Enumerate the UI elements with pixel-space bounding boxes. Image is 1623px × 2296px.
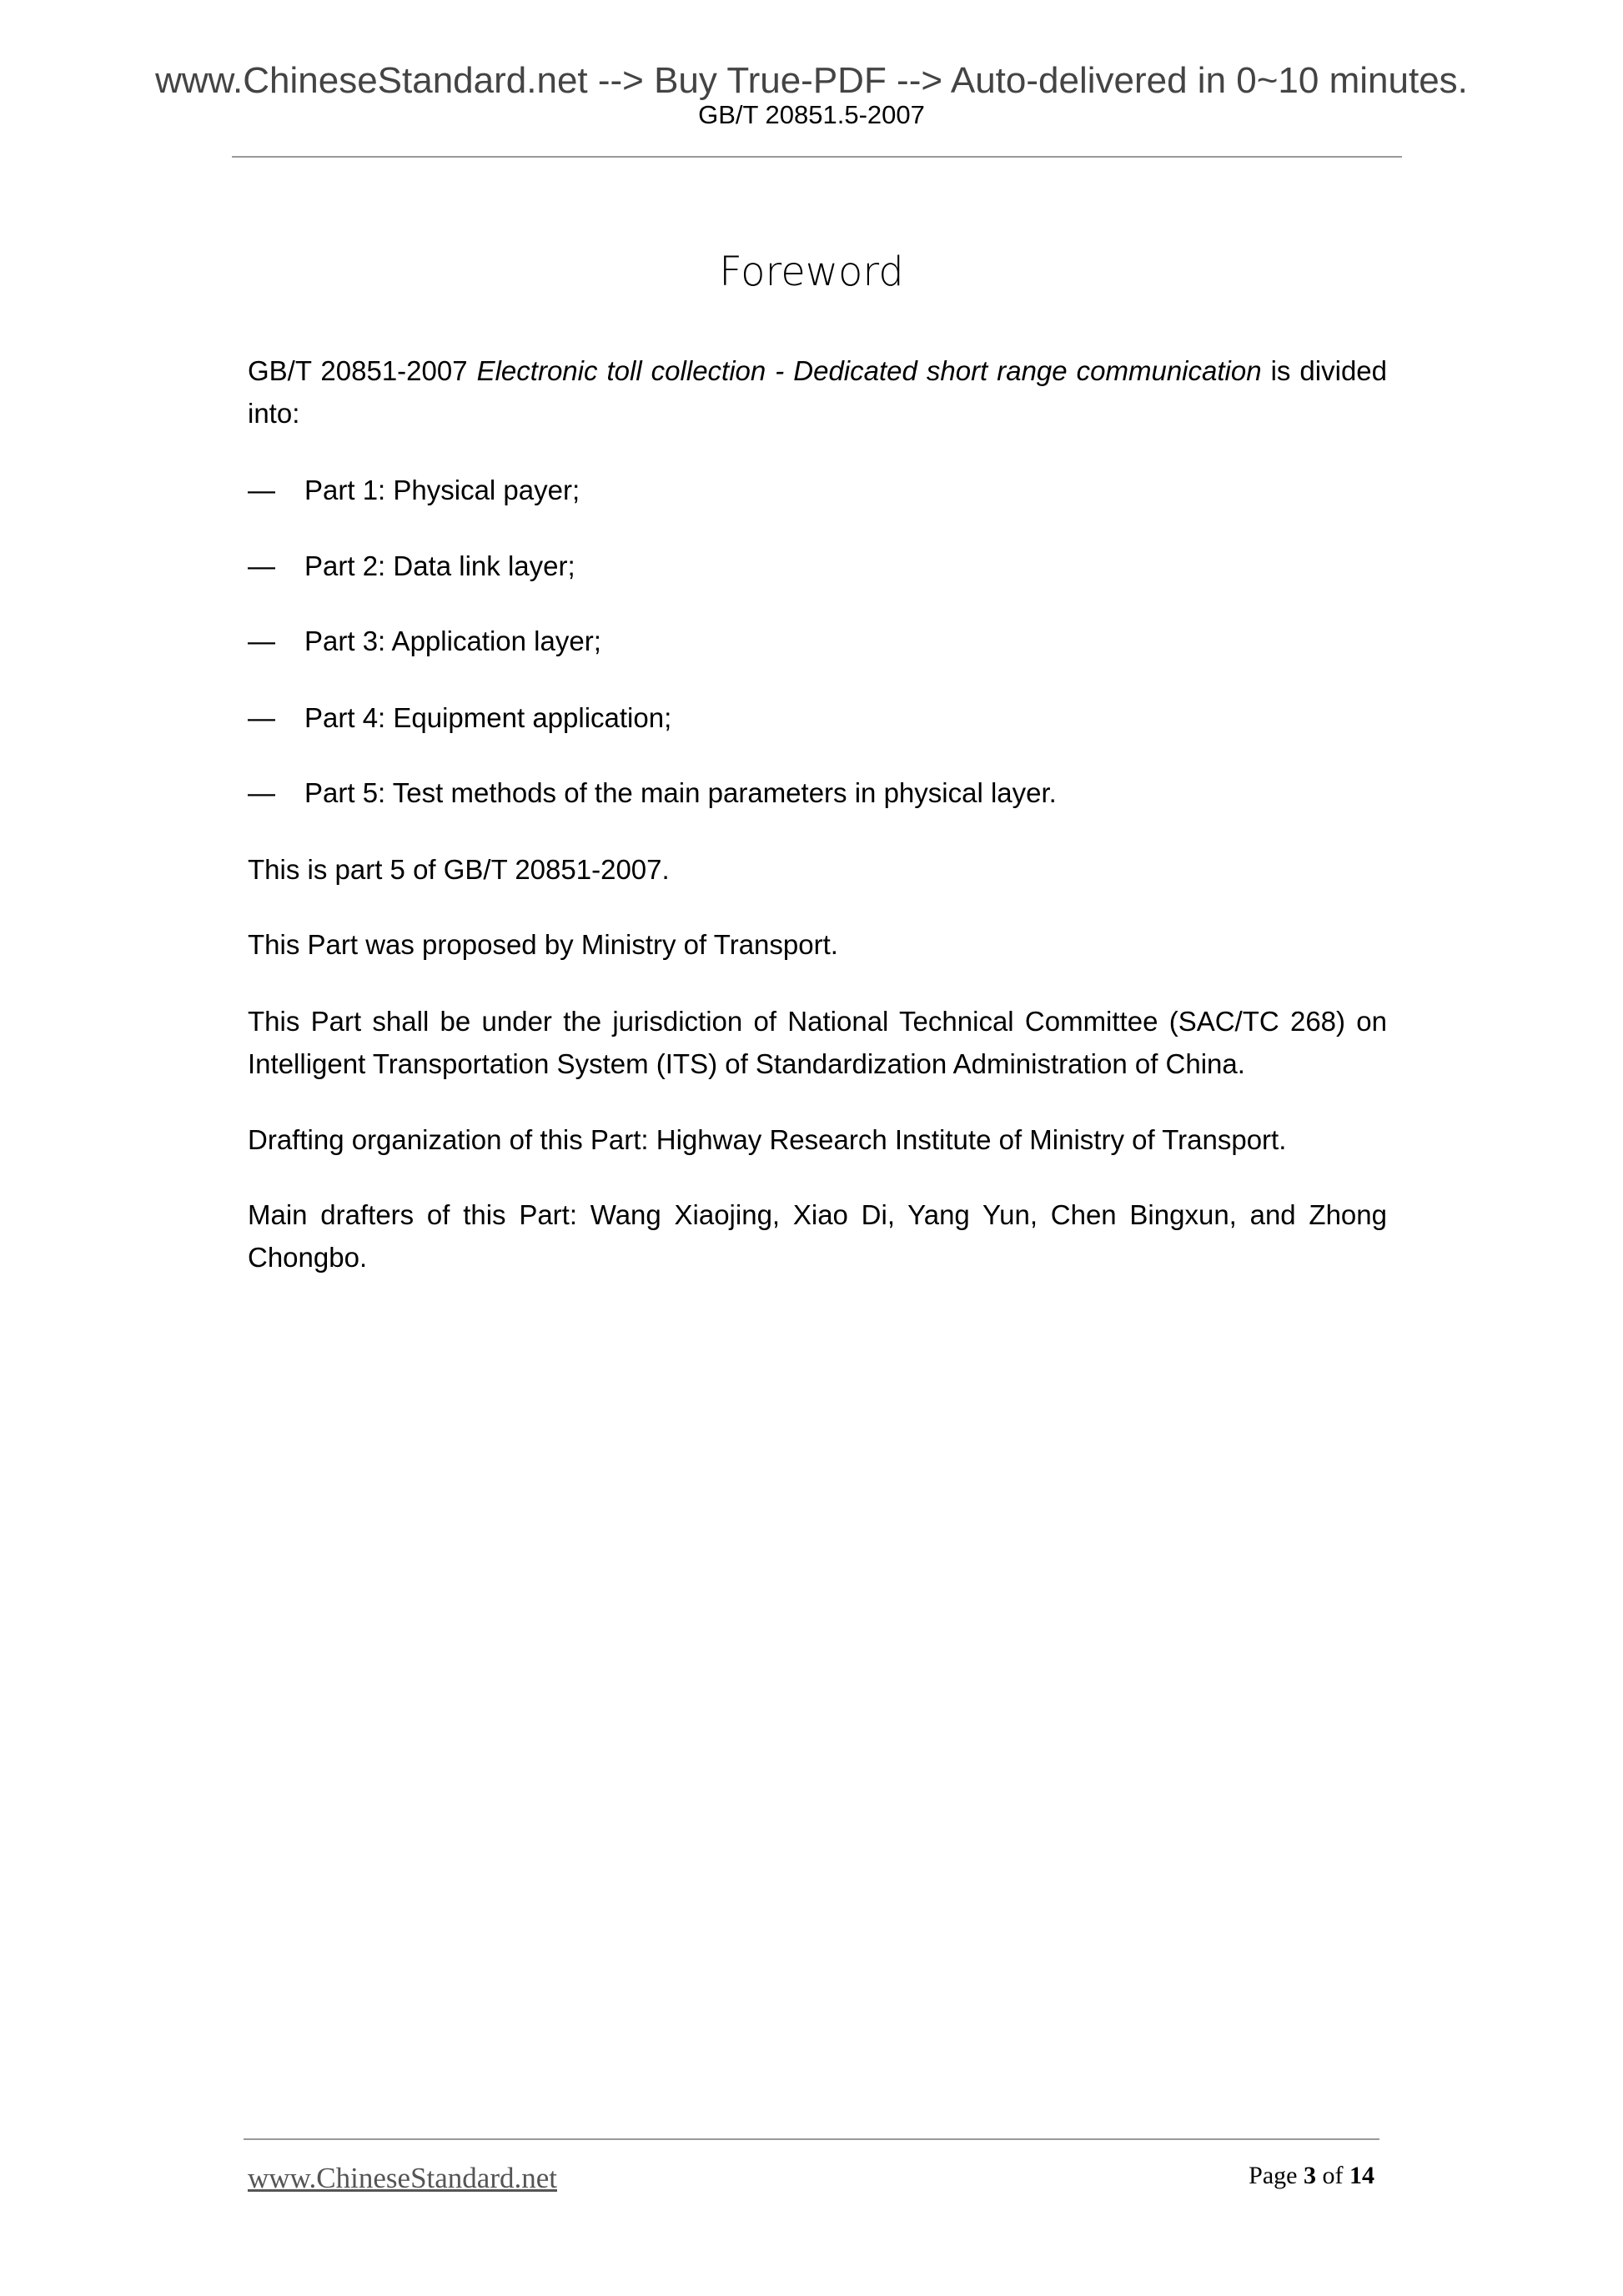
list-item <box>248 620 601 662</box>
intro-prefix: GB/T 20851-2007 <box>248 355 477 386</box>
page-label: Page <box>1249 2162 1304 2189</box>
list-item <box>248 469 580 511</box>
intro-suffix: is divided into: <box>248 355 1387 429</box>
header-divider <box>232 156 1402 158</box>
paragraph: This is part 5 of GB/T 20851-2007. <box>248 854 670 885</box>
list-item <box>248 771 1057 814</box>
paragraph: This Part shall be under the jurisdiction of National Technical Committee (SAC/TC 268) on Intelligent Transportation System (ITS) of Standardization Administration of China. <box>248 1006 1387 1079</box>
dash-bullet: — <box>248 625 275 656</box>
paragraph: Drafting organization of this Part: Highway Research Institute of Ministry of Transport. <box>248 1124 1287 1155</box>
document-code: GB/T 20851.5-2007 <box>698 100 925 129</box>
current-page: 3 <box>1304 2162 1316 2189</box>
paragraph: Main drafters of this Part: Wang Xiaojing, Xiao Di, Yang Yun, Chen Bingxun, and Zhong Chongbo. <box>248 1199 1387 1273</box>
list-item-text: Part 1: Physical payer; <box>304 475 580 505</box>
footer-divider <box>244 2138 1379 2140</box>
list-item <box>248 696 671 739</box>
page-of-label: of <box>1316 2162 1349 2189</box>
dash-bullet: — <box>248 702 275 733</box>
dash-bullet: — <box>248 777 275 808</box>
list-item <box>248 545 575 587</box>
banner-link[interactable]: www.ChineseStandard.net --> Buy True-PDF --> Auto-delivered in 0~10 minutes. <box>155 60 1468 101</box>
list-item-text: Part 5: Test methods of the main parameters in physical layer. <box>304 777 1057 808</box>
page-title: Foreword <box>719 249 904 295</box>
intro-paragraph <box>248 349 1387 435</box>
page-number <box>1249 2162 1374 2190</box>
dash-bullet: — <box>248 550 275 581</box>
total-pages: 14 <box>1349 2162 1374 2189</box>
list-item-text: Part 3: Application layer; <box>304 625 601 656</box>
standard-title: Electronic toll collection - Dedicated short range communication <box>476 355 1262 386</box>
footer-link[interactable]: www.ChineseStandard.net <box>248 2162 557 2194</box>
list-item-text: Part 4: Equipment application; <box>304 702 672 733</box>
dash-bullet: — <box>248 475 275 505</box>
paragraph: This Part was proposed by Ministry of Transport. <box>248 929 838 960</box>
list-item-text: Part 2: Data link layer; <box>304 550 575 581</box>
